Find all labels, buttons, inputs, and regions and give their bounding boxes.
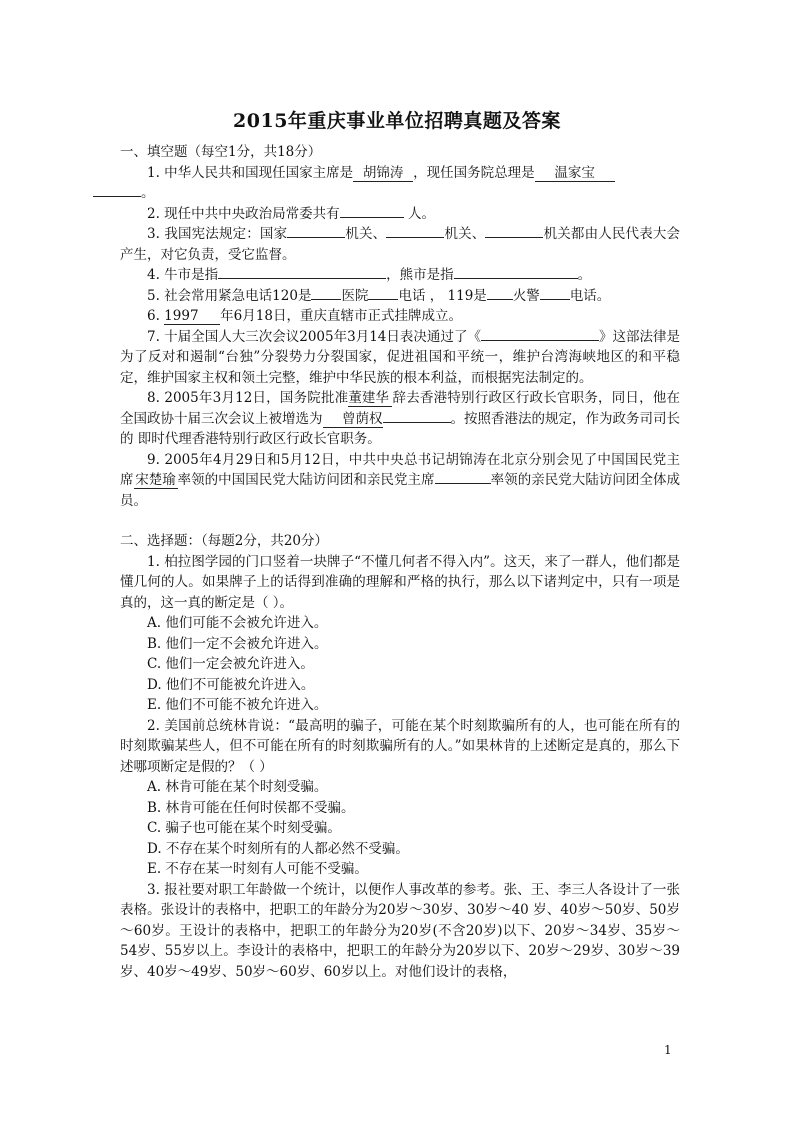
q3-text-d: 机关都由人民代表大会产生，对它负责，受它监督。: [120, 226, 681, 263]
q1-option-c: C. 他们一定会被允许进入。: [147, 656, 314, 672]
q4-text-a: 4. 牛市是指: [147, 267, 219, 283]
q5-blank-2: [368, 299, 398, 300]
fill-question-8: [120, 388, 680, 450]
q6-text-c: 年6月18日，重庆直辖市正式挂牌成立。: [220, 308, 462, 324]
fill-question-9: [120, 450, 680, 512]
q9-text-d: 率领的亲民党大陆访问团全体成员。: [120, 472, 681, 509]
choice-question-2: 2. 美国前总统林肯说：“最高明的骗子，可能在某个时刻欺骗所有的人，也可能在所有的时刻欺骗某些人，但不可能在所有的时刻欺骗所有的人。”如果林肯的上述断定是真的，那么下述哪项断定是假的？（ ）: [120, 717, 680, 775]
q8-answer-2: 曾荫权: [323, 412, 383, 428]
fill-question-5: [120, 286, 680, 307]
q2-option-a: A. 林肯可能在某个时刻受骗。: [147, 779, 328, 795]
q9-text-c: 率领的中国国民党大陆访问团和亲民党主席: [177, 472, 435, 488]
q9-text-a: 9. 2005年4月29日和5月12日，中共中央总书记胡锦涛在北京分别会见了中国国民党主席: [120, 451, 680, 488]
q6-text-a: 6.: [147, 308, 165, 324]
fill-question-7: [120, 327, 680, 389]
document-title: 2015年重庆事业单位招聘真题及答案: [233, 110, 561, 132]
q7-text-a: 7. 十届全国人大三次会议2005年3月14日表决通过了《: [147, 328, 481, 345]
q5-blank-4: [540, 299, 570, 300]
q1-option-d: D. 他们不可能被允许进入。: [147, 676, 315, 693]
q4-blank-1: [218, 278, 386, 279]
q2-text-a: 2. 现任中共中央政治局常委共有: [147, 205, 340, 222]
q9-answer-1: 宋楚瑜: [135, 472, 176, 488]
q4-blank-2: [454, 278, 578, 279]
q2-option-e: E. 不存在某一时刻有人可能不受骗。: [147, 861, 368, 877]
q3-blank-2: [386, 237, 444, 238]
q5-text-b: 医院: [341, 287, 369, 304]
section1-heading: 一、填空题（每空1分，共18分）: [120, 144, 322, 160]
q2-option-c: C. 骗子也可能在某个时刻受骗。: [147, 820, 341, 836]
q2-option-d: D. 不存在某个时刻所有的人都必然不受骗。: [147, 840, 409, 857]
q1-answer-1: 胡锦涛: [353, 166, 413, 182]
q3-text-a: 3. 我国宪法规定：国家: [147, 226, 288, 242]
q1-option-e: E. 他们不可能不被允许进入。: [147, 697, 328, 713]
choice-question-3: 3. 报社要对职工年龄做一个统计，以便作人事改革的参考。张、王、李三人各设计了一张表格。张设计的表格中，把职工的年龄分为20岁～30岁、30岁～40 岁、40岁～50岁、50岁～60岁。王设计的表格中，把职工的年龄分为20岁(不含20岁)以下、20岁～34岁、35岁～54岁、55岁以上。李设计的表格中，把职工的年龄分为20岁以下、20岁～29岁、30岁～39岁、40岁～49岁、50岁～60岁、60岁以上。对他们设计的表格，: [120, 881, 680, 980]
q4-text-d: 。: [577, 267, 592, 283]
q5-text-c: 电话 ， 119是: [398, 287, 487, 304]
q8-text-a: 8. 2005年3月12日，国务院批准: [147, 390, 349, 406]
q1-text-c: ，现任国务院总理是: [413, 164, 535, 181]
q7-text-b: 》这部法律是为了反对和遏制“台独”分裂势力分裂国家，促进祖国和平统一，维护台湾海峡地区的和平稳定，维护国家主权和领土完整，维护中华民族的根本利益，而根据宪法制定的。: [120, 328, 681, 386]
q3-blank-1: [287, 237, 345, 238]
q8-blank-3: [383, 422, 451, 423]
q1-text-d: 。: [141, 185, 155, 201]
q1-blank-3: [93, 196, 141, 197]
fill-question-3: [120, 224, 680, 265]
q2-blank: [340, 217, 404, 218]
q7-blank: [481, 340, 599, 341]
document-body: [120, 142, 680, 982]
section2-heading: 二、选择题：（每题2分，共20分）: [120, 533, 329, 549]
q1-option-b: B. 他们一定不会被允许进入。: [147, 635, 328, 652]
page-number: 1: [664, 1043, 672, 1057]
q1-text-a: 1. 中华人民共和国现任国家主席是: [147, 164, 354, 181]
q8-answer-1: 董建华: [348, 391, 392, 407]
q8-text-c: 辞去香港特别行政区行政长官职务，同日，他在全国政协十届三次会议上被增选为: [120, 390, 680, 427]
q4-text-b: ，熊市是指: [386, 267, 454, 283]
q3-text-b: 机关、: [345, 226, 387, 242]
q2-text-d: 人。: [407, 205, 435, 222]
q5-blank-1: [311, 299, 341, 300]
q1-answer-2: 温家宝: [535, 166, 615, 182]
q3-text-c: 机关、: [444, 226, 486, 242]
q6-answer: 1997: [164, 309, 220, 325]
q5-text-d: 电话。: [569, 287, 611, 304]
fill-question-2: [120, 204, 680, 225]
fill-question-1: [120, 163, 680, 204]
q1-option-a: A. 他们可能不会被允许进入。: [147, 615, 328, 631]
q9-blank-2: [435, 483, 491, 484]
fill-question-4: [120, 265, 680, 286]
q5-text-e: 火警: [512, 287, 540, 304]
choice-question-1: 1. 柏拉图学园的门口竖着一块牌子“不懂几何者不得入内”。这天，来了一群人，他们都是懂几何的人。如果牌子上的话得到准确的理解和严格的执行，那么以下诸判定中，只有一项是真的，这一真的断定是（ ）。: [120, 553, 680, 611]
fill-question-6: [120, 306, 680, 327]
q2-option-b: B. 林肯可能在任何时侯都不受骗。: [147, 799, 355, 816]
q5-blank-3: [487, 299, 513, 300]
q8-text-d: 。按照香港法的规定，作为政务司司长的 即时代理香港特别行政区行政长官职务。: [120, 410, 680, 447]
q3-blank-3: [485, 237, 543, 238]
q5-text-a: 5. 社会常用紧急电话120是: [147, 287, 312, 304]
section-gap: [120, 511, 680, 531]
